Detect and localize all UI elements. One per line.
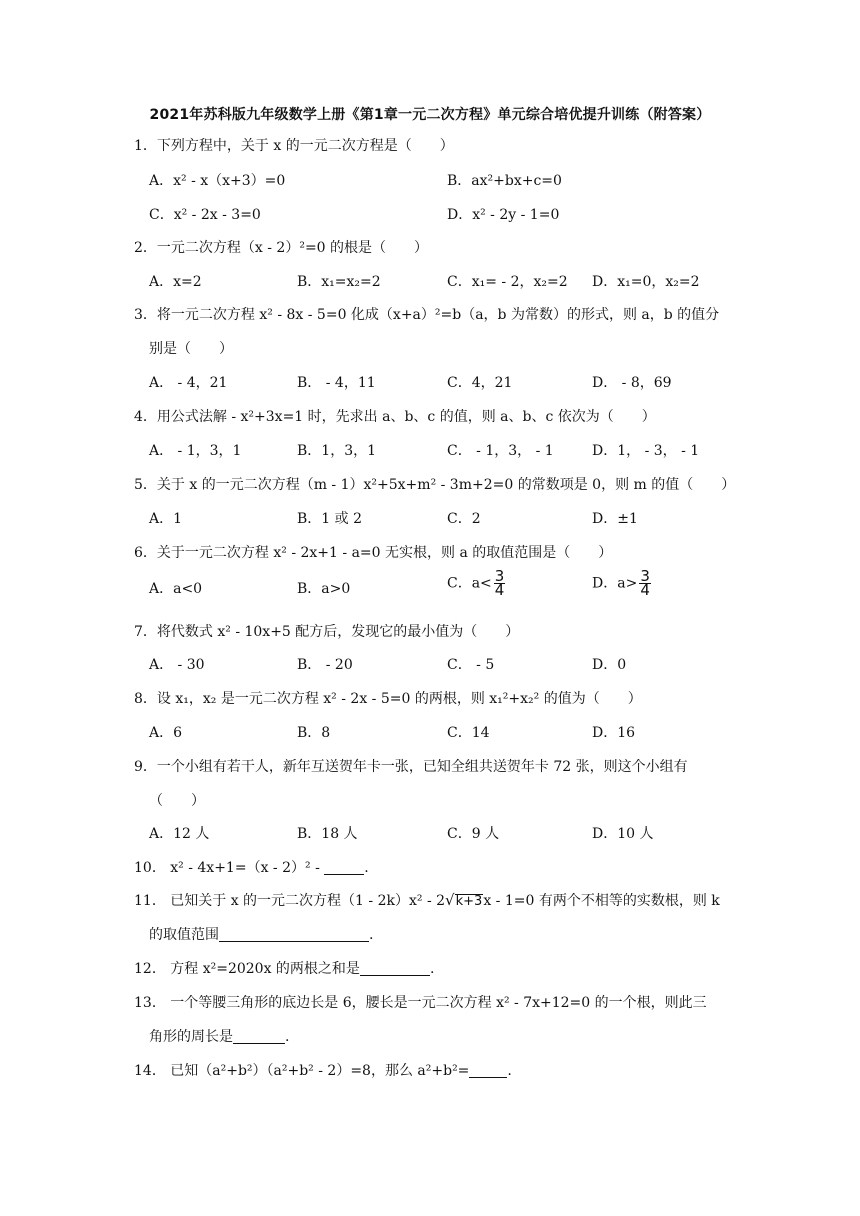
option-a: A．6	[149, 725, 183, 741]
option-a: A．x=2	[149, 274, 202, 290]
option-c: C． - 5	[447, 657, 495, 673]
question-11-text-c: 的取值范围	[149, 927, 219, 943]
answer-blank[interactable]	[219, 927, 369, 942]
answer-blank[interactable]	[360, 961, 430, 976]
question-3-stem-continued: 别是（ ）	[149, 341, 233, 357]
fraction-numerator: 3	[640, 567, 650, 585]
question-6-options	[149, 567, 749, 610]
question-5-options	[149, 508, 749, 530]
question-9-stem: 9．一个小组有若干人，新年互送贺年卡一张，已知全组共送贺年卡 72 张，则这个小组有	[134, 759, 688, 775]
option-d: D．0	[592, 657, 627, 673]
option-d: D．10 人	[592, 826, 654, 842]
option-d	[592, 567, 651, 599]
option-a: A． - 4，21	[149, 375, 228, 391]
question-9-options	[149, 823, 749, 845]
question-14-text: 14． 已知（a²+b²）（a²+b² - 2）=8，那么 a²+b²=	[134, 1063, 470, 1079]
question-7-stem: 7．将代数式 x² - 10x+5 配方后，发现它的最小值为（ ）	[134, 624, 520, 640]
option-c: C．9 人	[447, 826, 500, 842]
period: .	[364, 860, 369, 876]
question-1-options	[149, 170, 749, 192]
option-d-text: D．a>	[592, 575, 638, 592]
question-5-stem: 5．关于 x 的一元二次方程（m - 1）x²+5x+m² - 3m+2=0 的常数项是 0，则 m 的值（ ）	[134, 477, 736, 493]
question-6-stem: 6．关于一元二次方程 x² - 2x+1 - a=0 无实根，则 a 的取值范围是（ ）	[134, 545, 613, 561]
question-8-options	[149, 722, 749, 744]
option-b: B．ax²+bx+c=0	[447, 173, 562, 189]
question-1-options-row2	[149, 204, 749, 226]
option-c: C．2	[447, 511, 481, 527]
option-a: A． - 30	[149, 657, 205, 673]
period: .	[369, 927, 374, 943]
question-11-continued	[149, 924, 373, 944]
option-c-text: C．a<	[447, 575, 492, 592]
option-a: A．12 人	[149, 826, 210, 842]
fraction-denominator: 4	[640, 581, 650, 599]
option-b: B．1，3，1	[297, 443, 377, 459]
option-d: D．±1	[592, 511, 638, 527]
answer-blank[interactable]	[233, 1029, 285, 1044]
question-12-text: 12． 方程 x²=2020x 的两根之和是	[134, 961, 360, 977]
question-2-stem: 2．一元二次方程（x - 2）²=0 的根是（ ）	[134, 240, 429, 256]
option-a: A． - 1，3，1	[149, 443, 242, 459]
option-a: A．x² - x（x+3）=0	[149, 173, 286, 189]
question-11	[134, 890, 720, 910]
question-10-text: 10． x² - 4x+1=（x - 2）² -	[134, 860, 325, 876]
option-b: B．8	[297, 725, 331, 741]
option-d: D．1， - 3， - 1	[592, 443, 700, 459]
question-8-stem: 8．设 x₁，x₂ 是一元二次方程 x² - 2x - 5=0 的两根，则 x₁²+x₂² 的值为（ ）	[134, 691, 642, 707]
option-c	[447, 567, 505, 599]
fraction-three-quarters	[494, 567, 506, 599]
option-c: C． - 1，3， - 1	[447, 443, 554, 459]
sqrt-icon: √	[445, 891, 455, 909]
option-b: B．1 或 2	[297, 511, 363, 527]
question-14	[134, 1060, 512, 1080]
fraction-denominator: 4	[494, 581, 505, 599]
question-4-stem: 4．用公式法解 - x²+3x=1 时，先求出 a、b、c 的值，则 a、b、c 依次为（ ）	[134, 409, 656, 425]
option-b: B． - 4，11	[297, 375, 376, 391]
question-4-options	[149, 440, 749, 462]
fraction-numerator: 3	[494, 567, 505, 585]
option-c: C．x₁= - 2，x₂=2	[447, 274, 568, 290]
question-1-stem: 1．下列方程中，关于 x 的一元二次方程是（ ）	[134, 138, 454, 154]
option-c: C．4，21	[447, 375, 513, 391]
question-11-text-a: 11． 已知关于 x 的一元二次方程（1 - 2k）x² - 2	[134, 893, 446, 909]
sqrt-radicand: k+3	[455, 894, 483, 909]
question-9-stem-continued: （ ）	[149, 793, 205, 809]
question-13-continued	[149, 1026, 289, 1046]
option-d: D．16	[592, 725, 636, 741]
question-12	[134, 958, 434, 978]
question-13: 13． 一个等腰三角形的底边长是 6，腰长是一元二次方程 x² - 7x+12=0 的一个根，则此三	[134, 995, 707, 1011]
option-c: C．x² - 2x - 3=0	[149, 207, 261, 223]
option-a: A．a<0	[149, 581, 203, 597]
question-10	[134, 857, 369, 877]
option-d: D．x² - 2y - 1=0	[447, 207, 560, 223]
period: .	[507, 1063, 512, 1079]
option-b: B．18 人	[297, 826, 358, 842]
period: .	[285, 1029, 290, 1045]
question-7-options	[149, 654, 749, 676]
option-a: A．1	[149, 511, 183, 527]
fraction-three-quarters	[639, 567, 651, 599]
answer-blank[interactable]	[469, 1063, 507, 1078]
question-2-options	[149, 271, 749, 293]
option-d: D． - 8，69	[592, 375, 672, 391]
option-d: D．x₁=0，x₂=2	[592, 274, 700, 290]
page-title: 2021年苏科版九年级数学上册《第1章一元二次方程》单元综合培优提升训练（附答案）	[149, 107, 711, 123]
option-b: B．x₁=x₂=2	[297, 274, 381, 290]
question-3-stem: 3．将一元二次方程 x² - 8x - 5=0 化成（x+a）²=b（a，b 为常数）的形式，则 a，b 的值分	[134, 307, 720, 323]
question-11-text-b: x - 1=0 有两个不相等的实数根，则 k	[483, 893, 720, 909]
question-3-options	[149, 372, 749, 394]
option-b: B． - 20	[297, 657, 353, 673]
option-b: B．a>0	[297, 581, 351, 597]
option-c: C．14	[447, 725, 490, 741]
answer-blank[interactable]	[324, 860, 364, 875]
period: .	[429, 961, 435, 977]
question-13-text-b: 角形的周长是	[149, 1029, 233, 1045]
